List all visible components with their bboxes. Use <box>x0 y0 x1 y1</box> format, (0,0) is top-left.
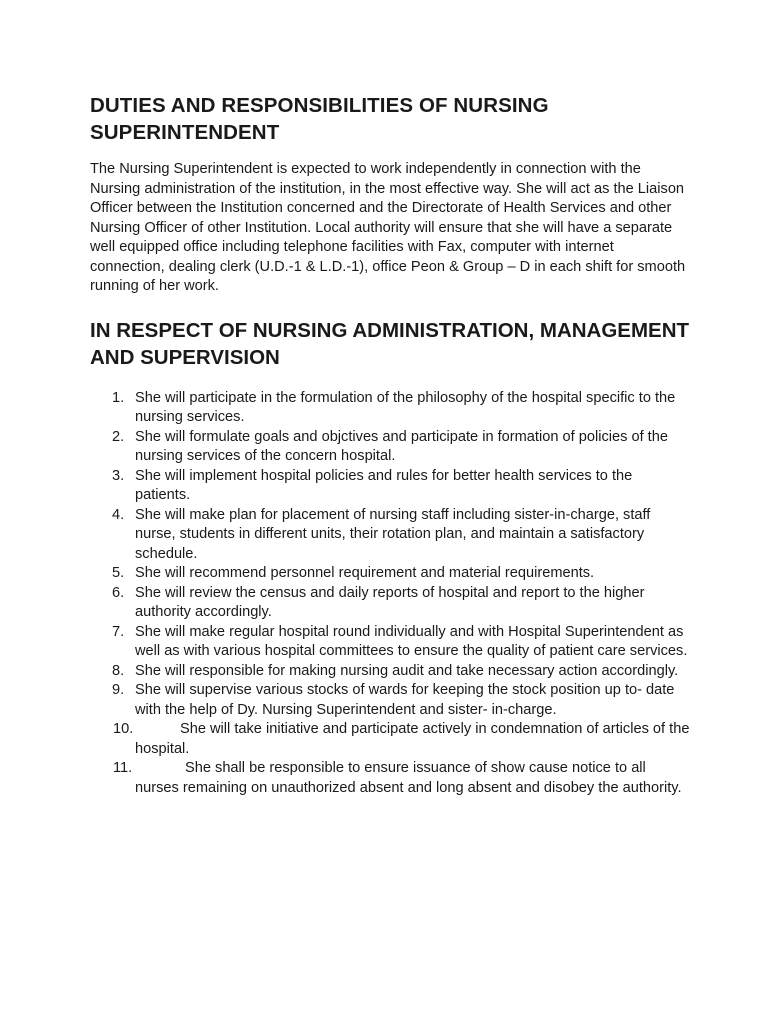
list-item-text: She will take initiative and participate actively in condemnation of articles of the hospital. <box>135 721 690 757</box>
list-item <box>90 720 690 759</box>
list-item <box>90 564 690 584</box>
list-item-number: 4. <box>112 506 125 523</box>
list-item <box>90 681 690 720</box>
duties-list <box>90 389 690 799</box>
list-item-text: She will participate in the formulation of the philosophy of the hospital specific to the nursing services. <box>135 389 676 425</box>
list-item <box>90 759 690 798</box>
list-item <box>90 662 690 682</box>
section-title: IN RESPECT OF NURSING ADMINISTRATION, MANAGEMENT AND SUPERVISION <box>90 318 690 369</box>
list-item-text: She will review the census and daily reports of hospital and report to the higher authority accordingly. <box>135 584 645 620</box>
list-item-number: 1. <box>112 389 125 406</box>
list-item-number: 3. <box>112 467 125 484</box>
list-item <box>90 584 690 623</box>
list-item-number: 5. <box>112 565 125 581</box>
list-item-number: 11. <box>113 760 133 776</box>
list-item <box>90 623 690 662</box>
list-item-text: She will make regular hospital round individually and with Hospital Superintendent as well as with various hospital committees to ensure the quality of patient care services. <box>135 623 688 659</box>
list-item-number: 7. <box>112 623 125 640</box>
list-item-text: She will make plan for placement of nursing staff including sister-in-charge, staff nurse, students in different units, their rotation plan, and maintain a satisfactory schedule. <box>135 506 651 562</box>
list-item-text: She will supervise various stocks of wards for keeping the stock position up to- date with the help of Dy. Nursing Superintendent and sister- in-charge. <box>135 682 675 718</box>
list-item-text: She shall be responsible to ensure issuance of show cause notice to all nurses remaining on unauthorized absent and long absent and disobey the authority. <box>135 760 682 796</box>
document-page <box>90 92 690 798</box>
list-item <box>90 467 690 506</box>
list-item-number: 10. <box>113 721 134 737</box>
intro-paragraph: The Nursing Superintendent is expected to work independently in connection with the Nursing administration of the institution, in the most effective way. She will act as the Liaison Officer between the Institution concerned and the Directorate of Health Services and other Nursing Officer of other Institution. Local authority will ensure that she will have a separate well equipped office including telephone facilities with Fax, computer with internet connection, dealing clerk (U.D.-1 & L.D.-1), office Peon & Group – D in each shift for smooth running of her work. <box>90 161 686 294</box>
list-item <box>90 506 690 565</box>
list-item-number: 9. <box>112 682 125 698</box>
list-item-text: She will recommend personnel requirement and material requirements. <box>135 565 595 581</box>
list-item <box>90 389 690 428</box>
list-item-text: She will implement hospital policies and rules for better health services to the patients. <box>135 467 633 503</box>
document-title: DUTIES AND RESPONSIBILITIES OF NURSING SUPERINTENDENT <box>90 94 549 144</box>
list-item-text: She will responsible for making nursing audit and take necessary action accordingly. <box>135 662 679 679</box>
list-item-number: 8. <box>112 662 125 679</box>
list-item <box>90 428 690 467</box>
list-item-text: She will formulate goals and objctives and participate in formation of policies of the nursing services of the concern hospital. <box>135 428 668 464</box>
list-item-number: 2. <box>112 428 125 445</box>
list-item-number: 6. <box>112 584 125 601</box>
